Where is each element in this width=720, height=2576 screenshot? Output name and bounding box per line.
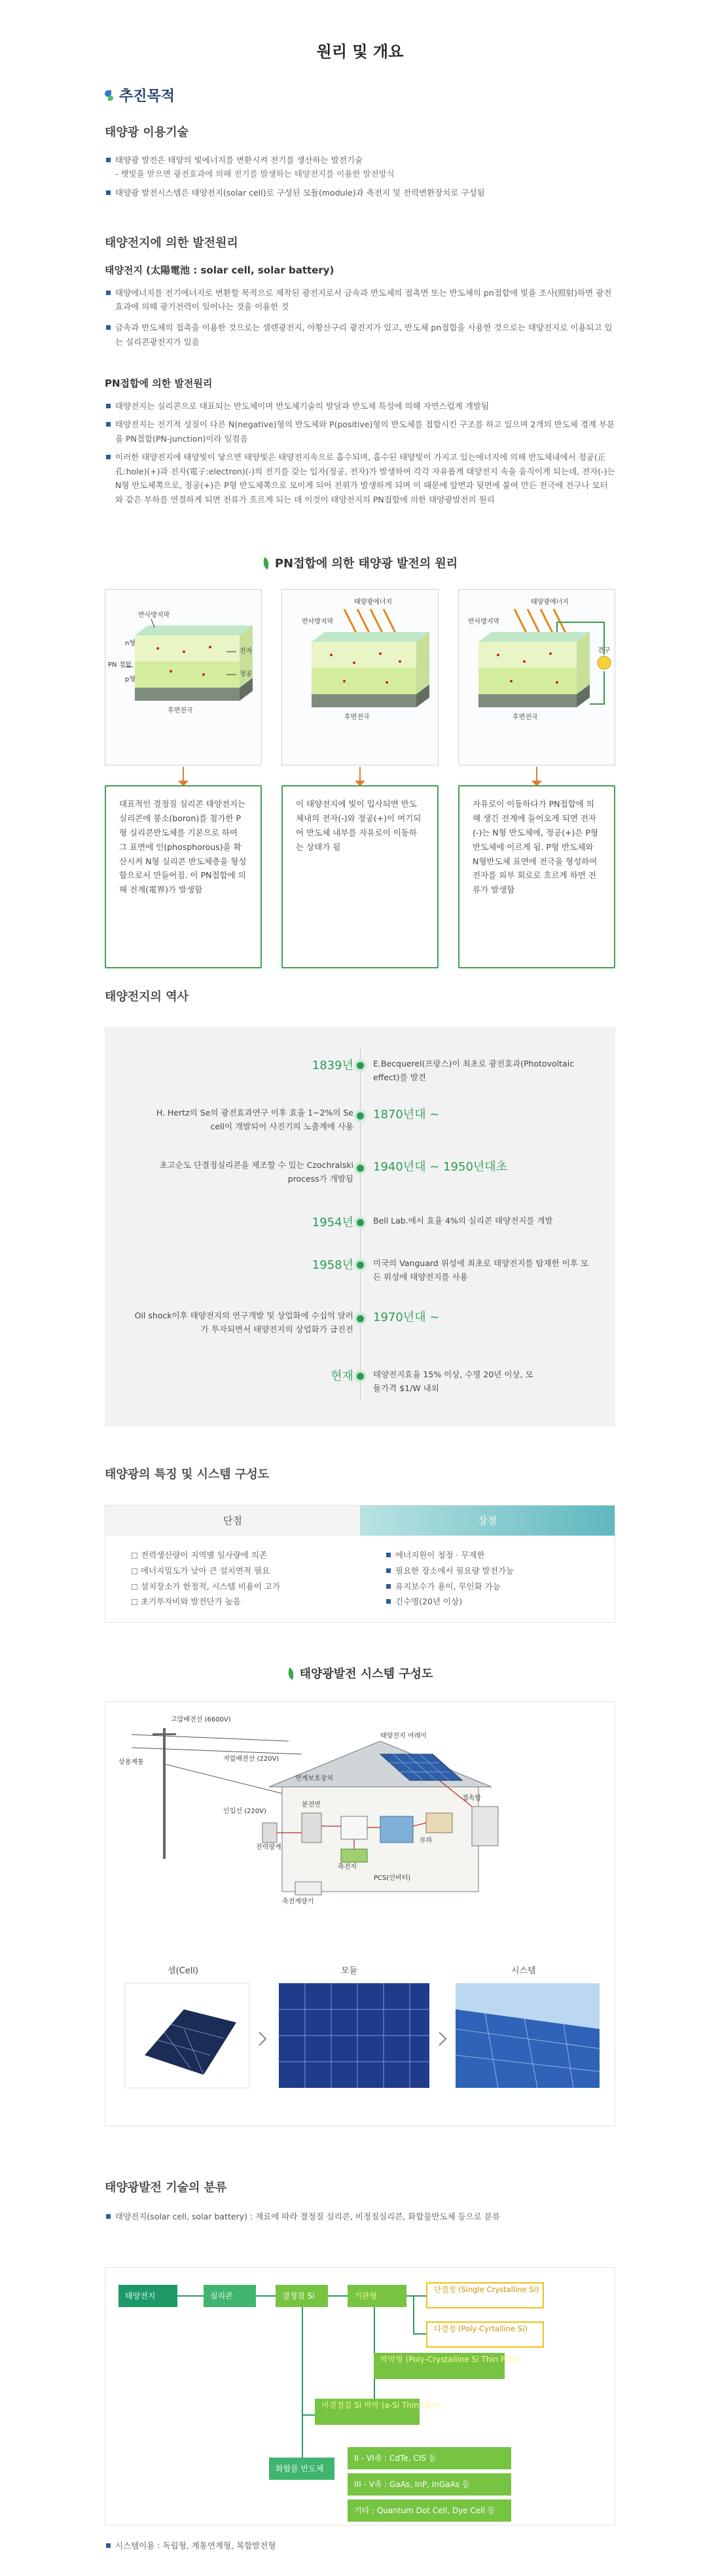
node-single-crystal: 단결정 (Single Crystalline Si) (426, 2282, 544, 2308)
features-heading: 태양광의 특징 및 시스템 구성도 (105, 1468, 270, 1481)
history-timeline (105, 1027, 615, 1426)
node-solar-cell: 태양전지 (118, 2285, 177, 2307)
stage-system-label: 시스템 (511, 1966, 536, 1976)
pn-card-1: 대표적인 결정질 실리콘 태양전지는 실리콘에 붕소(boron)를 첨가한 P형 실리콘반도체를 기본으로 하여 그 표면에 인(phosphorous)을 확산시켜 N형 실리콘 반도체층을 형성함으로서 만들어짐. 이 PN접합에 의해 전계(電界)가 발생함 (105, 785, 262, 968)
pn-cell-illustration-2 (282, 590, 439, 766)
stage-module-label: 모듈 (341, 1966, 358, 1976)
pros-item: 긴수명(20년 이상) (386, 1594, 615, 1610)
protection-label: 연계보호장치 (295, 1775, 333, 1782)
system-title-wrap: 태양광발전 시스템 구성도 (105, 1665, 615, 1684)
arrow-down-icon (359, 767, 361, 783)
leaf-icon (285, 1668, 296, 1680)
node-poly-crystal: 다결정 (Poly-Cyrtalline Si) (426, 2321, 544, 2348)
history-year: 1954년 (312, 1216, 353, 1229)
features-table (105, 1505, 615, 1623)
history-heading: 태양전지의 역사 (105, 990, 189, 1004)
n-type-label: n형 (125, 640, 135, 647)
stage-cell-label: 셀(Cell) (168, 1966, 199, 1976)
array-label: 태양전지 어레이 (380, 1733, 427, 1740)
pn-bullet-3: 이러한 태양전지에 태양빛이 닿으면 태양빛은 태양전지속으로 흡수되며, 흡수된 태양빛이 가지고 있는에너지에 의해 반도체내에서 정공(正孔:hole)(+)과 전자(電子:electron)(-)의 전기를 갖는 입자(정공, 전자)가 발생하여 각각 자유롭게 태양전지 속을 움직이게 되는데, 전자(-)는 N형 반도체쪽으로, 정공(+)은 P형 반도체쪽으로 모이게 되어 전위가 발생하게 되며 이 때문에 앞면과 뒷면에 붙여 만든 전극에 전구나 모터와 같은 부하를 연결하게 되면 전류가 흐르게 되는 데 이것이 태양전지의 PN접합에 의한 태양광발전의 원리 (105, 450, 615, 508)
history-text: 초고순도 단결정실리콘을 제조할 수 있는 Czochralski process가 개발됨 (159, 1160, 353, 1184)
p-type-label: p형 (125, 676, 136, 683)
node-ii-vi: II - VI족 : CdTe, CIS 등 (348, 2447, 511, 2469)
history-text: Bell Lab.에서 효율 4%의 실리콘 태양전지를 개발 (373, 1216, 553, 1226)
history-text: H. Hertz의 Se의 광전효과연구 이후 효율 1~2%의 Se cell이 개발되어 사진기의 노출계에 사용 (156, 1108, 353, 1132)
junction-label: 접속함 (462, 1795, 481, 1802)
history-year: 1839년 (312, 1059, 353, 1072)
distribution-label: 분전반 (302, 1801, 321, 1808)
arrow-down-icon (536, 767, 537, 783)
lv-line-label: 저압배전선 (220V) (223, 1756, 279, 1763)
classification-tree (105, 2267, 615, 2526)
history-text: 태양전지효율 15% 이상, 수명 20년 이상, 모듈가격 $1/W 내외 (373, 1369, 533, 1394)
anti-reflect-label-1: 반사방지막 (138, 612, 170, 619)
node-iii-v: III - V족 : GaAs, InP, InGaAs 등 (348, 2473, 511, 2496)
cons-header: 단점 (105, 1506, 360, 1536)
node-compound: 화합물 반도체 (269, 2458, 334, 2480)
cons-list (105, 1536, 360, 1610)
timeline-dot (357, 1112, 364, 1120)
lead-in-label: 인입선 (220V) (223, 1808, 266, 1815)
battery-label: 축전지 (338, 1863, 357, 1871)
classification-header (105, 2179, 615, 2224)
timeline-dot (357, 1062, 364, 1069)
hv-line-label: 고압배전선 (6600V) (171, 1716, 231, 1723)
classification-intro: 태양전지(solar cell, solar battery) : 재료에 따라 결정질 실리콘, 비정질실리콘, 화합물반도체 등으로 분류 (105, 2210, 615, 2224)
pn-panel-1 (105, 589, 262, 766)
history-year: 1870년대 ~ (373, 1108, 440, 1121)
history-year: 1958년 (312, 1258, 353, 1272)
anti-reflect-label-3: 반사방지막 (468, 618, 500, 626)
cons-item: 초기투자비와 발전단가 높음 (132, 1594, 360, 1610)
pn-diagram-title: PN접합에 의한 태양광 발전의 원리 (105, 555, 615, 574)
pcs-label: PCS(인버터) (374, 1875, 411, 1882)
classification-footer (105, 2539, 615, 2553)
cons-item: 설치장소가 한정적, 시스템 비용이 고가 (132, 1579, 360, 1595)
leaf-logo-icon (105, 90, 114, 103)
pv-tech-subnote: - 햇빛을 받으면 광전효과에 의해 전기를 발생하는 태양전지를 이용한 발전방식 (115, 168, 395, 179)
power-meter-label: 전력량계 (256, 1844, 281, 1851)
overview-section (105, 85, 615, 507)
pros-item: 에너지원이 청정 · 무제한 (386, 1547, 615, 1563)
pv-tech-bullet-1: 태양광 발전은 태양의 빛에너지를 변환시켜 전기를 생산하는 발전기술 (105, 153, 615, 168)
node-other: 기타 : Quantum Dot Cell, Dye Cell 등 (348, 2499, 511, 2522)
history-text: E.Becquerel(프랑스)이 최초로 광전효과(Photovoltaic effect)를 발견 (373, 1059, 575, 1083)
timeline-dot (357, 1262, 364, 1269)
node-thin-film: 박막형 (Poly-Crystalline Si Thin Film) (374, 2353, 505, 2379)
pv-tech-heading: 태양광 이용기술 (105, 126, 189, 140)
history-heading-wrap (105, 988, 615, 1007)
leaf-icon (261, 557, 271, 570)
pros-list (360, 1536, 615, 1610)
rear-electrode-label-3: 후면전극 (513, 714, 538, 721)
pn-panel-3 (458, 589, 615, 766)
features-heading-wrap (105, 1466, 615, 1485)
history-year: 1970년대 ~ (373, 1311, 440, 1324)
principle-bullet-1: 태양에너지를 전기에너지로 변환할 목적으로 제작된 광전지로서 금속과 반도체의 접촉면 또는 반도체의 pn접합에 빛을 조사(照射)하면 광전효과에 의해 광기전력이 일어나는 것을 이용한 것 (105, 286, 615, 315)
node-crystalline: 결정질 Si (276, 2285, 328, 2307)
sunlight-label-3: 태양광에너지 (531, 599, 569, 606)
node-amorphous: 비결정질 Si 박막 (a-Si Thin Film) (315, 2399, 420, 2425)
pros-item: 필요한 장소에서 필요량 발전가능 (386, 1563, 615, 1579)
electron-label: 전자 (240, 648, 253, 655)
classification-heading: 태양광발전 기술의 분류 (105, 2181, 227, 2195)
rear-electrode-label-2: 후면전극 (344, 714, 370, 721)
sell-meter-label: 축전계량기 (282, 1898, 314, 1905)
principle-subheading: 태양전지 (太陽電池 : solar cell, solar battery) (105, 264, 334, 276)
node-bulk: 기판형 (348, 2285, 406, 2307)
cons-item: 에너지밀도가 낮아 큰 설치면적 필요 (132, 1563, 360, 1579)
system-illustration (105, 1702, 616, 2127)
anti-reflect-label-2: 반사방지막 (302, 618, 334, 626)
sunlight-label-2: 태양광에너지 (354, 599, 392, 606)
timeline-dot (357, 1373, 364, 1380)
purpose-heading: 추진목적 (105, 85, 615, 108)
pn-card-2: 이 태양전지에 빛이 입사되면 반도체내의 전자(-)와 정공(+)이 여기되어 반도체 내부를 자유로이 이동하는 상태가 됨 (281, 785, 439, 968)
principle-bullet-2: 금속과 반도체의 접촉을 이용한 것으로는 셀렌광전지, 아황산구리 광전지가 있고, 반도체 pn접합을 사용한 것으로는 태양전지로 이용되고 있는 실리콘광전지가 있음 (105, 321, 615, 349)
hole-label: 정공 (240, 671, 253, 678)
page-title: 원리 및 개요 (316, 43, 404, 61)
history-text: 미국의 Vanguard 위성에 최초로 태양전지를 탑재한 이후 모든 위성에 태양전지를 사용 (373, 1258, 588, 1282)
pros-item: 유지보수가 용이, 무인화 가능 (386, 1579, 615, 1595)
pros-header: 장점 (360, 1506, 615, 1536)
pn-heading: PN접합에 의한 발전원리 (105, 378, 213, 390)
pn-panel-2 (281, 589, 439, 766)
pv-tech-bullet-2: 태양광 발전시스템은 태양전지(solar cell)로 구성된 모듈(module)과 축전지 및 전력변환장치로 구성됨 (105, 186, 615, 200)
pn-card-3: 자유로이 이동하다가 PN접합에 의해 생긴 전계에 들어오게 되면 전자(-)는 N형 반도체에, 정공(+)은 P형 반도체에 이르게 됨. P형 반도체와 N형반도체 표면에 전극을 형성하여 전자를 외부 회로로 흐르게 하면 전류가 발생함 (458, 785, 615, 968)
history-text: Oil shock이후 태양전지의 연구개발 및 상업화에 수십억 달러가 투자되면서 태양전지의 상업화가 급진전 (134, 1311, 353, 1335)
pn-bullet-1: 태양전지는 실리콘으로 대표되는 반도체이며 반도체기술의 발달과 반도체 특성에 의해 자연스럽게 개발됨 (105, 399, 615, 414)
history-year: 현재 (331, 1369, 353, 1383)
arrow-down-icon (183, 767, 184, 783)
system-usage-note: 시스템이용 : 독립형, 계통연계형, 복합발전형 (105, 2539, 615, 2553)
node-silicon: 실리콘 (204, 2285, 256, 2307)
load-label: 부하 (420, 1837, 433, 1844)
pn-cell-illustration-3 (459, 590, 616, 766)
utility-grid-label: 상용계통 (118, 1759, 144, 1766)
bulb-label: 전구 (598, 647, 611, 654)
history-year: 1940년대 ~ 1950년대초 (373, 1160, 508, 1174)
timeline-dot (357, 1165, 364, 1172)
pn-junction-label: PN 접합 (108, 662, 132, 669)
pn-bullet-2: 태양전지는 전기적 성질이 다른 N(negative)형의 반도체와 P(positive)형의 반도체를 접합시킨 구조를 하고 있으며 2개의 반도체 경계 부분을 PN접합(PN-junction)이라 일컬음 (105, 417, 615, 446)
timeline-dot (357, 1315, 364, 1322)
cons-item: 전력생산량이 지역별 일사량에 의존 (132, 1547, 360, 1563)
rear-electrode-label-1: 후면전극 (168, 707, 193, 715)
timeline-dot (357, 1219, 364, 1226)
principle-heading: 태양전지에 의한 발전원리 (105, 236, 238, 250)
system-diagram (105, 1701, 615, 2126)
